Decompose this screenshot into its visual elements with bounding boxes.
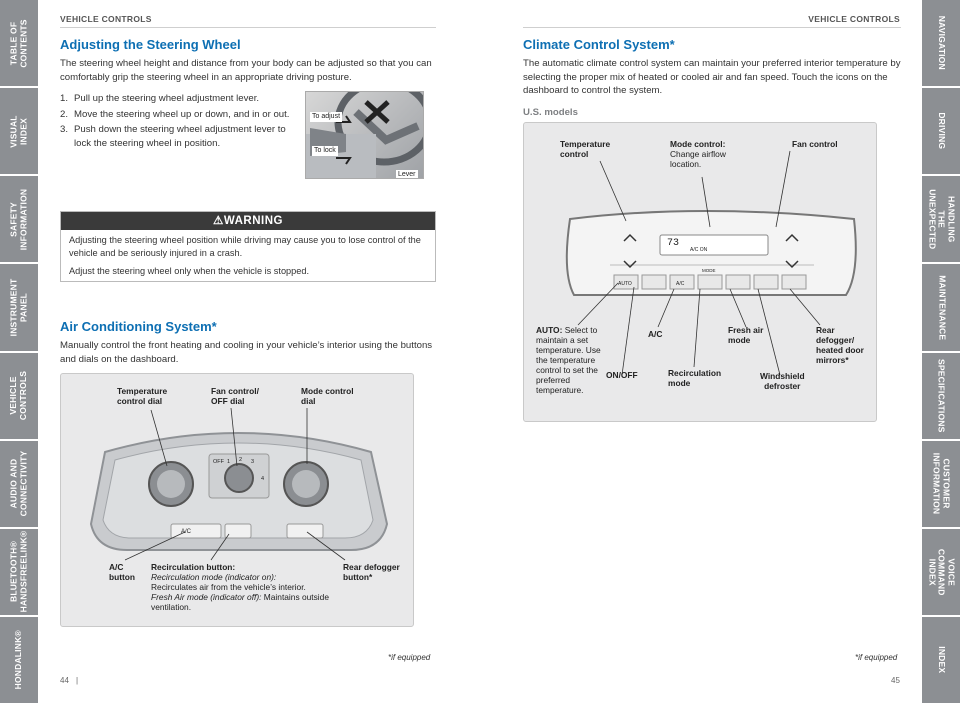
warning-icon: ⚠ xyxy=(213,215,224,227)
panel-auto: AUTO xyxy=(618,281,632,287)
fresh-air-label: Fresh air mode xyxy=(728,325,764,345)
tab-specifications[interactable] xyxy=(922,353,960,439)
climate-figure xyxy=(523,122,877,422)
panel-ac-on: A/C ON xyxy=(690,247,708,253)
right-side-tabs xyxy=(922,0,960,703)
tab-audio-connectivity[interactable] xyxy=(0,441,38,527)
steering-wheel-illustration xyxy=(305,91,424,179)
warning-header: ⚠WARNING xyxy=(61,212,435,230)
step-3: 3. Push down the steering wheel adjustment lever to lock the steering wheel in position. xyxy=(60,124,286,149)
panel-fan-mark-4: 4 xyxy=(261,476,265,482)
fan-control-label: Fan control xyxy=(792,139,838,149)
panel-fan-mark-1: 1 xyxy=(227,459,231,465)
recirc-button-label: Recirculation button: Recirculation mode (indicator on): Recirculates air from the vehicle’s interior. Fresh Air mode (indicator off): Maintains outside ventilation. xyxy=(151,562,329,612)
right-page-header: VEHICLE CONTROLS xyxy=(808,14,900,24)
tab-visual-index[interactable] xyxy=(0,88,38,174)
ac-label: A/C xyxy=(648,329,663,339)
ac-figure xyxy=(60,373,414,627)
auto-label: AUTO: Select to maintain a set temperature. Use the temperature control to set the preferred temperature. xyxy=(536,325,601,395)
left-page-header: VEHICLE CONTROLS xyxy=(60,14,152,24)
tab-instrument-panel-label: INSTRUMENT PANEL xyxy=(8,278,29,337)
right-footnote: *if equipped xyxy=(855,653,898,662)
panel-ac: A/C xyxy=(676,281,685,287)
tab-navigation-label: NAVIGATION xyxy=(936,16,947,71)
tab-hondalink[interactable] xyxy=(0,617,38,703)
tab-customer-information-label: CUSTOMER INFORMATION xyxy=(932,452,952,515)
tab-table-of-contents-label: TABLE OF CONTENTS xyxy=(8,18,29,68)
step-2: 2. Move the steering wheel up or down, and in or out. xyxy=(60,108,290,120)
tab-index-label: INDEX xyxy=(936,646,947,674)
steering-intro: The steering wheel height and distance from your body can be adjusted so that you can comfortably grip the steering wheel in an appropriate driving posture. xyxy=(60,58,432,83)
steering-section-title: Adjusting the Steering Wheel xyxy=(60,37,241,52)
panel-mode: MODE xyxy=(702,268,716,273)
warning-line-1: Adjusting the steering wheel position while driving may cause you to lose control of the vehicle and be seriously injured in a crash. xyxy=(69,235,421,258)
tab-maintenance[interactable] xyxy=(922,264,960,350)
ac-intro: Manually control the front heating and cooling in your vehicle’s interior using the buttons and dials on the dashboard. xyxy=(60,340,433,365)
temp-control-label: Temperature control xyxy=(560,139,611,159)
right-header-rule xyxy=(523,27,901,28)
tab-handling-unexpected[interactable] xyxy=(922,176,960,262)
climate-intro: The automatic climate control system can maintain your preferred interior temperature by selecting the proper mix of heated or cooled air and fan speed. Touch the icons on the dashboard to control the system. xyxy=(523,58,901,96)
tab-bluetooth[interactable] xyxy=(0,529,38,615)
left-footnote: *if equipped xyxy=(388,653,431,662)
tab-table-of-contents[interactable] xyxy=(0,0,38,86)
tab-vehicle-controls[interactable] xyxy=(0,353,38,439)
lever-label: Lever xyxy=(398,171,416,178)
tab-navigation[interactable] xyxy=(922,0,960,86)
tab-maintenance-label: MAINTENANCE xyxy=(936,274,947,340)
left-page-number: 44 xyxy=(60,676,69,685)
rear-defog-mirrors-label: Rear defogger/ heated door mirrors* xyxy=(816,325,864,365)
tab-driving[interactable] xyxy=(922,88,960,174)
tab-audio-connectivity-label: AUDIO AND CONNECTIVITY xyxy=(8,450,28,517)
us-models-subheading: U.S. models xyxy=(523,107,578,118)
left-side-tabs xyxy=(0,0,38,703)
ac-section-title: Air Conditioning System* xyxy=(60,319,217,334)
tab-driving-label: DRIVING xyxy=(936,112,947,150)
temp-dial-label: Temperature control dial xyxy=(117,386,168,406)
climate-section-title: Climate Control System* xyxy=(523,37,675,52)
tab-safety-information[interactable] xyxy=(0,176,38,262)
steering-steps xyxy=(60,92,296,150)
tab-index[interactable] xyxy=(922,617,960,703)
rear-defog-label: Rear defogger button* xyxy=(343,562,400,582)
tab-hondalink-label: HONDALINK® xyxy=(13,630,24,690)
tab-customer-information[interactable] xyxy=(922,441,960,527)
step-1: 1. Pull up the steering wheel adjustment lever. xyxy=(60,93,260,104)
warning-line-2: Adjust the steering wheel only when the vehicle is stopped. xyxy=(69,266,310,276)
to-lock-label: To lock xyxy=(314,147,336,154)
tab-handling-unexpected-label: HANDLING THE UNEXPECTED xyxy=(927,189,957,250)
windshield-defrost-label: Windshield defroster xyxy=(760,371,805,391)
left-header-rule xyxy=(60,27,436,28)
tab-visual-index-label: VISUAL INDEX xyxy=(8,115,28,148)
left-page-divider: | xyxy=(76,676,79,685)
tab-voice-command-index-label: VOICE COMMAND INDEX xyxy=(927,548,957,596)
ac-button-label: A/C button xyxy=(109,562,136,582)
mode-dial-label: Mode control dial xyxy=(301,386,354,406)
mode-control-label: Mode control: Change airflow location. xyxy=(670,139,726,169)
right-page-number: 45 xyxy=(891,676,900,685)
panel-off-text: OFF xyxy=(213,459,224,465)
recirc-mode-label: Recirculation mode xyxy=(668,368,722,388)
warning-box xyxy=(60,211,436,282)
to-adjust-label: To adjust xyxy=(312,113,341,120)
tab-instrument-panel[interactable] xyxy=(0,264,38,350)
tab-safety-information-label: SAFETY INFORMATION xyxy=(8,188,29,251)
panel-fan-mark-2: 2 xyxy=(239,457,243,463)
panel-temp-readout: 73 xyxy=(667,238,680,249)
tab-voice-command-index[interactable] xyxy=(922,529,960,615)
fan-dial-label: Fan control/ OFF dial xyxy=(211,386,259,406)
panel-fan-mark-3: 3 xyxy=(251,459,255,465)
on-off-label: ON/OFF xyxy=(606,370,638,380)
tab-specifications-label: SPECIFICATIONS xyxy=(936,358,947,433)
tab-bluetooth-label: BLUETOOTH® HANDSFREELINK® xyxy=(8,530,29,613)
panel-ac-text: A/C xyxy=(181,529,192,535)
tab-vehicle-controls-label: VEHICLE CONTROLS xyxy=(8,370,29,421)
